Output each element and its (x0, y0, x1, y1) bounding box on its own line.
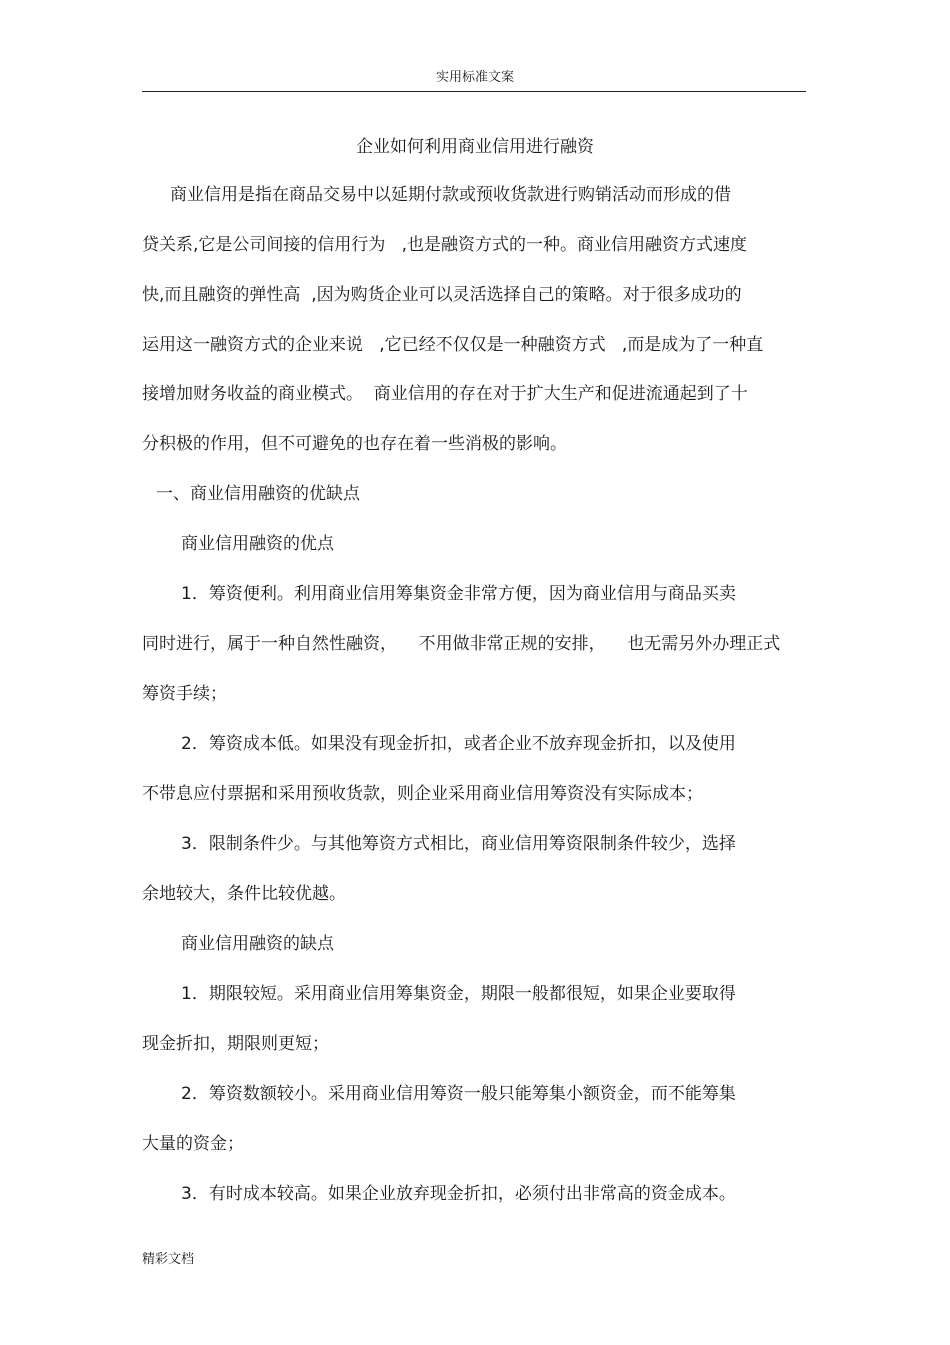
list-item-continuation: 同时进行，属于一种自然性融资， 不用做非常正规的安排， 也无需另外办理正式 (142, 634, 781, 654)
list-item: 2．筹资数额较小。采用商业信用筹资一般只能筹集小额资金，而不能筹集 (181, 1084, 736, 1104)
subsection-heading: 商业信用融资的优点 (181, 534, 334, 554)
list-item: 1．筹资便利。利用商业信用筹集资金非常方便，因为商业信用与商品买卖 (181, 584, 736, 604)
list-item: 3．限制条件少。与其他筹资方式相比，商业信用筹资限制条件较少，选择 (181, 834, 736, 854)
paragraph-line: 接增加财务收益的商业模式。 商业信用的存在对于扩大生产和促进流通起到了十 (142, 384, 748, 404)
paragraph-line: 分积极的作用，但不可避免的也存在着一些消极的影响。 (142, 434, 567, 454)
page-header: 实用标准文案 (435, 70, 514, 85)
list-item-continuation: 现金折扣，期限则更短； (142, 1034, 329, 1054)
paragraph-line: 运用这一融资方式的企业来说 ,它已经不仅仅是一种融资方式 ,而是成为了一种直 (142, 335, 764, 355)
paragraph-line: 快,而且融资的弹性高 ,因为购货企业可以灵活选择自己的策略。对于很多成功的 (142, 285, 742, 305)
list-item: 3．有时成本较高。如果企业放弃现金折扣，必须付出非常高的资金成本。 (181, 1184, 736, 1204)
list-item-continuation: 筹资手续； (142, 684, 227, 704)
paragraph-line: 商业信用是指在商品交易中以延期付款或预收货款进行购销活动而形成的借 (170, 185, 731, 205)
list-item-continuation: 余地较大，条件比较优越。 (142, 884, 346, 904)
subsection-heading: 商业信用融资的缺点 (181, 934, 334, 954)
page-footer: 精彩文档 (142, 1252, 195, 1267)
document-title: 企业如何利用商业信用进行融资 (356, 137, 594, 157)
section-heading: 一、商业信用融资的优缺点 (156, 484, 360, 504)
paragraph-line: 贷关系,它是公司间接的信用行为 ,也是融资方式的一种。商业信用融资方式速度 (142, 235, 748, 255)
header-divider (142, 91, 806, 92)
list-item-continuation: 大量的资金； (142, 1134, 244, 1154)
list-item-continuation: 不带息应付票据和采用预收货款，则企业采用商业信用筹资没有实际成本； (142, 784, 703, 804)
list-item: 2．筹资成本低。如果没有现金折扣，或者企业不放弃现金折扣，以及使用 (181, 734, 736, 754)
list-item: 1．期限较短。采用商业信用筹集资金，期限一般都很短，如果企业要取得 (181, 984, 736, 1004)
